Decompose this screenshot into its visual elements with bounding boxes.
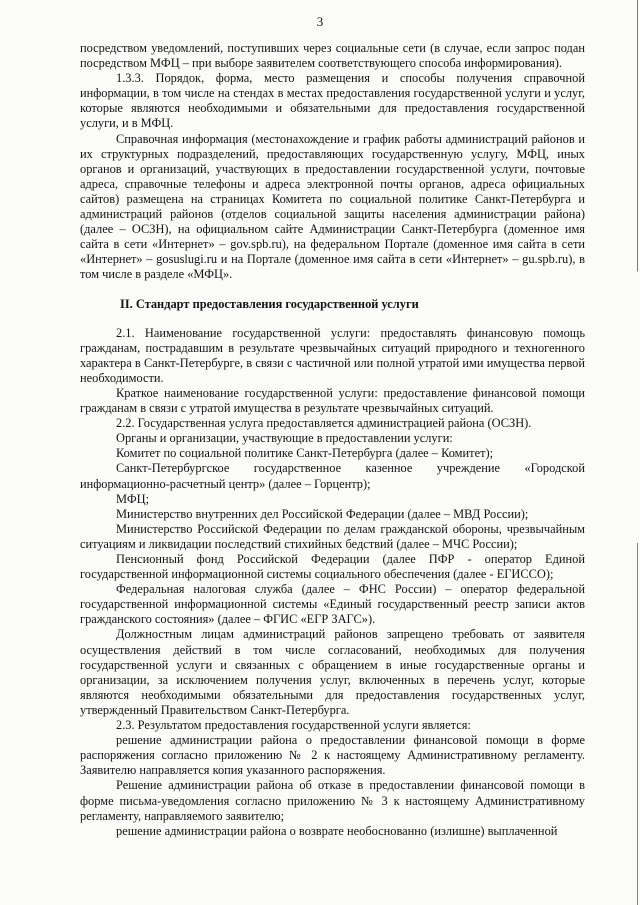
paragraph-2-1: 2.1. Наименование государственной услуги: предоставлять финансовую помощь гражданам, пострадавшим в результате чрезвычайных ситуаций природного и техногенного характера в Санкт-Петербурге, в связи с частичной или полной утратой ими имущества первой необходимости. <box>80 325 585 385</box>
paragraph-short-name: Краткое наименование государственной услуги: предоставление финансовой помощи гражданам в связи с утратой имущества в результате чрезвычайных ситуаций. <box>80 385 585 416</box>
paragraphs-after <box>80 326 585 839</box>
paragraph-mvd: Министерство внутренних дел Российской Федерации (далее – МВД России); <box>116 506 529 521</box>
page-number: 3 <box>316 14 324 29</box>
paragraph-pfr: Пенсионный фонд Российской Федерации (далее ПФР - оператор Единой государственной информационной системы социального обеспечения (далее - ЕГИССО); <box>80 552 585 582</box>
paragraph-committee: Комитет по социальной политике Санкт-Петербурга (далее – Комитет); <box>116 446 494 461</box>
paragraph-result-2: Решение администрации района об отказе в предоставлении финансовой помощи в форме письма-уведомления согласно приложению № 3 к настоящему Административному регламенту, направляемого заявителю; <box>80 778 585 823</box>
paragraph-result-1: решение администрации района о предоставлении финансовой помощи в форме распоряжения согласно приложению № 2 к настоящему Административному регламенту. Заявителю направляется копия указанного распоряжения. <box>80 733 585 778</box>
paragraph-mfc: МФЦ; <box>116 491 150 506</box>
paragraph-reference-info: Справочная информация (местонахождение и график работы администраций районов и их структурных подразделений, предоставляющих государственную услугу, МФЦ, иных органов и организаций, участвующих в предоставлении государственной услуги, почтовые адреса, справочные телефоны и адреса электронной почты органов, адреса официальных сайтов) размещена на страницах Комитета по социальной политике Санкт-Петербурга и администраций районов (отделов социальной защиты населения администрации района) (далее – ОСЗН), на официальном сайте Администрации Санкт-Петербурга (доменное имя сайта в сети «Интернет» – gov.spb.ru), на федеральном Портале (доменное имя сайта в сети «Интернет» – gosuslugi.ru и на Портале (доменное имя сайта в сети «Интернет» – gu.spb.ru), в том числе в разделе «МФЦ». <box>80 131 585 282</box>
paragraph-prohibited: Должностным лицам администраций районов запрещено требовать от заявителя осуществления действий в том числе согласований, необходимых для получения государственной услуги и связанных с обращением в иные государственные органы и организации, за исключением получения услуг, включенных в перечень услуг, которые являются необходимыми обязательными для предоставления государственных услуг, утвержденный Правительством Санкт-Петербурга. <box>80 627 585 717</box>
paragraph-2-2: 2.2. Государственная услуга предоставляется администрацией района (ОСЗН). <box>116 416 532 431</box>
paragraph-bodies: Органы и организации, участвующие в предоставлении услуги: <box>116 431 453 446</box>
paragraph-mchs: Министерство Российской Федерации по делам гражданской обороны, чрезвычайным ситуациям и ликвидации последствий стихийных бедствий (далее – МЧС России); <box>80 521 585 551</box>
document-body <box>80 41 585 839</box>
paragraph-result-3: решение администрации района о возврате необоснованно (излишне) выплаченной <box>116 823 558 838</box>
section-heading: II. Стандарт предоставления государственной услуги <box>120 296 419 311</box>
paragraph-2-3: 2.3. Результатом предоставления государственной услуги является: <box>116 718 471 733</box>
paragraphs-before <box>80 41 585 283</box>
paragraph-fns: Федеральная налоговая служба (далее – ФНС России) – оператор федеральной государственной информационной системы «Единый государственный реестр записи актов гражданского состояния» (далее – ФГИС «ЕГР ЗАГС»). <box>80 582 585 627</box>
paragraph-1-3-3: 1.3.3. Порядок, форма, место размещения и способы получения справочной информации, в том числе на стендах в местах предоставления государственной услуги и услуг, которые являются необходимыми и обязательными для предоставления государственной услуги, и в МФЦ. <box>80 71 585 131</box>
paragraph-gorcentr: Санкт-Петербургское государственное казенное учреждение «Городской информационно-расчетный центр» (далее – Горцентр); <box>80 461 585 491</box>
scan-edge-shadow <box>637 0 638 905</box>
paragraph-continuation: посредством уведомлений, поступивших через социальные сети (в случае, если запрос подан посредством МФЦ – при выборе заявителем соответствующего способа информирования). <box>80 41 585 71</box>
